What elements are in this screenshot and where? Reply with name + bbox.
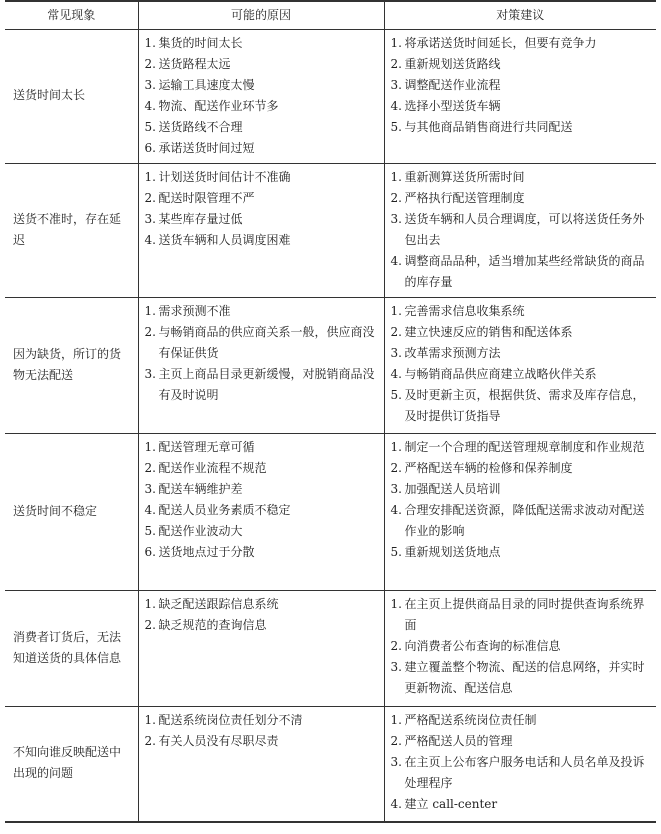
suggestion-text: 严格执行配送管理制度 [404, 190, 525, 205]
causes-cell [138, 163, 384, 297]
list-item [145, 167, 378, 188]
list-item [391, 33, 651, 54]
item-number: 4. [144, 232, 156, 247]
list-item [145, 615, 378, 636]
list-item [145, 117, 378, 138]
item-number: 3. [144, 211, 156, 226]
list-item [391, 710, 651, 731]
list-item [391, 636, 651, 657]
item-number: 2. [144, 56, 156, 71]
suggestion-text: 完善需求信息收集系统 [404, 303, 525, 318]
suggestion-list [391, 437, 651, 563]
item-number: 1. [390, 712, 402, 727]
cause-text: 送货车辆和人员调度困难 [158, 232, 291, 247]
suggestion-text: 将承诺送货时间延长，但要有竞争力 [404, 35, 597, 50]
list-item [391, 188, 651, 209]
list-item [145, 138, 378, 159]
list-item [391, 437, 651, 458]
item-number: 4. [390, 796, 402, 811]
item-number: 2. [390, 324, 402, 339]
list-item [145, 542, 378, 563]
cause-list [145, 167, 378, 251]
cause-text: 集货的时间太长 [158, 35, 243, 50]
list-item [145, 500, 378, 521]
suggestion-text: 调整商品品种，适当增加某些经常缺货的商品的库存量 [404, 253, 645, 289]
causes-cell [138, 433, 384, 590]
suggestion-text: 选择小型送货车辆 [404, 98, 501, 113]
header-phenomenon: 常见现象 [5, 1, 138, 29]
list-item [391, 96, 651, 117]
suggestion-text: 在主页上公布客户服务电话和人员名单及投诉处理程序 [404, 754, 645, 790]
item-number: 1. [390, 169, 402, 184]
item-number: 1. [390, 439, 402, 454]
list-item [391, 364, 651, 385]
list-item [391, 500, 651, 542]
cause-list [145, 301, 378, 406]
suggestion-text: 及时更新主页，根据供货、需求及库存信息，及时提供订货指导 [404, 387, 645, 423]
cause-text: 需求预测不准 [158, 303, 231, 318]
item-number: 2. [390, 190, 402, 205]
item-number: 1. [390, 596, 402, 611]
item-number: 4. [144, 98, 156, 113]
list-item [145, 322, 378, 364]
suggestion-text: 建立快速反应的销售和配送体系 [404, 324, 573, 339]
list-item [145, 710, 378, 731]
phenomenon-cell: 消费者订货后，无法知道送货的具体信息 [5, 590, 138, 706]
list-item [391, 301, 651, 322]
suggestion-text: 严格配送人员的管理 [404, 733, 513, 748]
suggestion-text: 重新测算送货所需时间 [404, 169, 525, 184]
item-number: 3. [390, 659, 402, 674]
list-item [391, 752, 651, 794]
cause-text: 某些库存量过低 [158, 211, 243, 226]
suggestions-cell [384, 297, 656, 433]
phenomenon-cell: 因为缺货，所订的货物无法配送 [5, 297, 138, 433]
item-number: 2. [144, 324, 156, 339]
phenomenon-cell: 不知向谁反映配送中出现的问题 [5, 706, 138, 822]
item-number: 4. [390, 253, 402, 268]
suggestion-text: 与畅销商品供应商建立战略伙伴关系 [404, 366, 597, 381]
cause-text: 计划送货时间估计不准确 [158, 169, 291, 184]
list-item [145, 364, 378, 406]
item-number: 2. [390, 56, 402, 71]
item-number: 3. [144, 481, 156, 496]
suggestion-text: 送货车辆和人员合理调度，可以将送货任务外包出去 [404, 211, 645, 247]
suggestion-text: 改革需求预测方法 [404, 345, 501, 360]
item-number: 2. [390, 460, 402, 475]
cause-list [145, 33, 378, 159]
suggestion-text: 重新规划送货路线 [404, 56, 501, 71]
item-number: 1. [144, 303, 156, 318]
suggestions-cell [384, 163, 656, 297]
list-item [145, 301, 378, 322]
cause-list [145, 437, 378, 563]
list-item [391, 54, 651, 75]
phenomenon-cell: 送货时间太长 [5, 29, 138, 163]
item-number: 3. [144, 366, 156, 381]
suggestion-text: 在主页上提供商品目录的同时提供查询系统界面 [404, 596, 645, 632]
item-number: 1. [144, 712, 156, 727]
suggestion-text: 向消费者公布查询的标准信息 [404, 638, 561, 653]
item-number: 1. [144, 596, 156, 611]
cause-text: 有关人员没有尽职尽责 [158, 733, 279, 748]
item-number: 1. [390, 303, 402, 318]
cause-text: 送货路程太远 [158, 56, 231, 71]
list-item [391, 343, 651, 364]
suggestion-list [391, 594, 651, 699]
causes-cell [138, 29, 384, 163]
list-item [145, 75, 378, 96]
suggestion-text: 建立 call-center [404, 796, 498, 811]
suggestions-cell [384, 706, 656, 822]
list-item [391, 322, 651, 343]
list-item [391, 479, 651, 500]
item-number: 4. [390, 366, 402, 381]
item-number: 3. [390, 345, 402, 360]
list-item [145, 458, 378, 479]
table-row [5, 433, 656, 590]
suggestion-list [391, 301, 651, 427]
item-number: 5. [144, 119, 156, 134]
list-item [145, 521, 378, 542]
item-number: 5. [390, 387, 402, 402]
item-number: 3. [390, 77, 402, 92]
list-item [145, 54, 378, 75]
list-item [391, 657, 651, 699]
item-number: 2. [390, 638, 402, 653]
item-number: 5. [144, 523, 156, 538]
list-item [391, 75, 651, 96]
item-number: 2. [144, 460, 156, 475]
cause-text: 送货路线不合理 [158, 119, 243, 134]
suggestion-list [391, 710, 651, 815]
cause-text: 配送车辆维护差 [158, 481, 243, 496]
table-row [5, 29, 656, 163]
item-number: 3. [390, 754, 402, 769]
causes-cell [138, 297, 384, 433]
table-row [5, 706, 656, 822]
cause-text: 送货地点过于分散 [158, 544, 255, 559]
list-item [391, 167, 651, 188]
list-item [391, 458, 651, 479]
item-number: 3. [390, 211, 402, 226]
suggestion-text: 加强配送人员培训 [404, 481, 501, 496]
header-causes: 可能的原因 [138, 1, 384, 29]
item-number: 2. [144, 190, 156, 205]
suggestions-cell [384, 29, 656, 163]
causes-cell [138, 590, 384, 706]
item-number: 3. [144, 77, 156, 92]
cause-text: 物流、配送作业环节多 [158, 98, 279, 113]
suggestion-list [391, 167, 651, 293]
suggestion-text: 合理安排配送资源，降低配送需求波动对配送作业的影响 [404, 502, 645, 538]
suggestion-text: 与其他商品销售商进行共同配送 [404, 119, 573, 134]
list-item [145, 594, 378, 615]
list-item [145, 33, 378, 54]
suggestion-text: 调整配送作业流程 [404, 77, 501, 92]
list-item [391, 209, 651, 251]
item-number: 6. [144, 140, 156, 155]
item-number: 4. [390, 502, 402, 517]
list-item [145, 479, 378, 500]
cause-text: 承诺送货时间过短 [158, 140, 255, 155]
suggestion-text: 重新规划送货地点 [404, 544, 501, 559]
header-suggestions: 对策建议 [384, 1, 656, 29]
item-number: 5. [390, 119, 402, 134]
item-number: 1. [144, 35, 156, 50]
phenomenon-cell: 送货时间不稳定 [5, 433, 138, 590]
cause-text: 配送管理无章可循 [158, 439, 255, 454]
list-item [145, 209, 378, 230]
list-item [391, 731, 651, 752]
suggestions-cell [384, 433, 656, 590]
suggestions-cell [384, 590, 656, 706]
list-item [145, 437, 378, 458]
cause-text: 主页上商品目录更新缓慢，对脱销商品没有及时说明 [158, 366, 375, 402]
list-item [145, 188, 378, 209]
suggestion-text: 建立覆盖整个物流、配送的信息网络，并实时更新物流、配送信息 [404, 659, 645, 695]
cause-text: 配送系统岗位责任划分不清 [158, 712, 303, 727]
item-number: 1. [144, 169, 156, 184]
item-number: 3. [390, 481, 402, 496]
list-item [145, 731, 378, 752]
table-row [5, 163, 656, 297]
causes-cell [138, 706, 384, 822]
suggestion-text: 严格配送系统岗位责任制 [404, 712, 537, 727]
phenomenon-cell: 送货不准时，存在延迟 [5, 163, 138, 297]
suggestion-list [391, 33, 651, 138]
suggestion-text: 严格配送车辆的检修和保养制度 [404, 460, 573, 475]
list-item [145, 96, 378, 117]
table-row [5, 297, 656, 433]
list-item [391, 594, 651, 636]
item-number: 1. [390, 35, 402, 50]
item-number: 2. [390, 733, 402, 748]
cause-text: 与畅销商品的供应商关系一般，供应商没有保证供货 [158, 324, 375, 360]
cause-text: 配送作业波动大 [158, 523, 243, 538]
cause-text: 缺乏配送跟踪信息系统 [158, 596, 279, 611]
item-number: 6. [144, 544, 156, 559]
item-number: 5. [390, 544, 402, 559]
delivery-problems-table [5, 0, 656, 823]
cause-text: 缺乏规范的查询信息 [158, 617, 267, 632]
cause-text: 配送作业流程不规范 [158, 460, 267, 475]
cause-text: 配送时限管理不严 [158, 190, 255, 205]
item-number: 2. [144, 733, 156, 748]
item-number: 4. [144, 502, 156, 517]
item-number: 4. [390, 98, 402, 113]
cause-list [145, 594, 378, 636]
item-number: 1. [144, 439, 156, 454]
list-item [391, 385, 651, 427]
table-header-row [5, 1, 656, 29]
list-item [391, 542, 651, 563]
cause-list [145, 710, 378, 752]
list-item [391, 117, 651, 138]
list-item [145, 230, 378, 251]
list-item [391, 251, 651, 293]
list-item [391, 794, 651, 815]
table-row [5, 590, 656, 706]
cause-text: 运输工具速度太慢 [158, 77, 255, 92]
item-number: 2. [144, 617, 156, 632]
suggestion-text: 制定一个合理的配送管理规章制度和作业规范 [404, 439, 645, 454]
cause-text: 配送人员业务素质不稳定 [158, 502, 291, 517]
